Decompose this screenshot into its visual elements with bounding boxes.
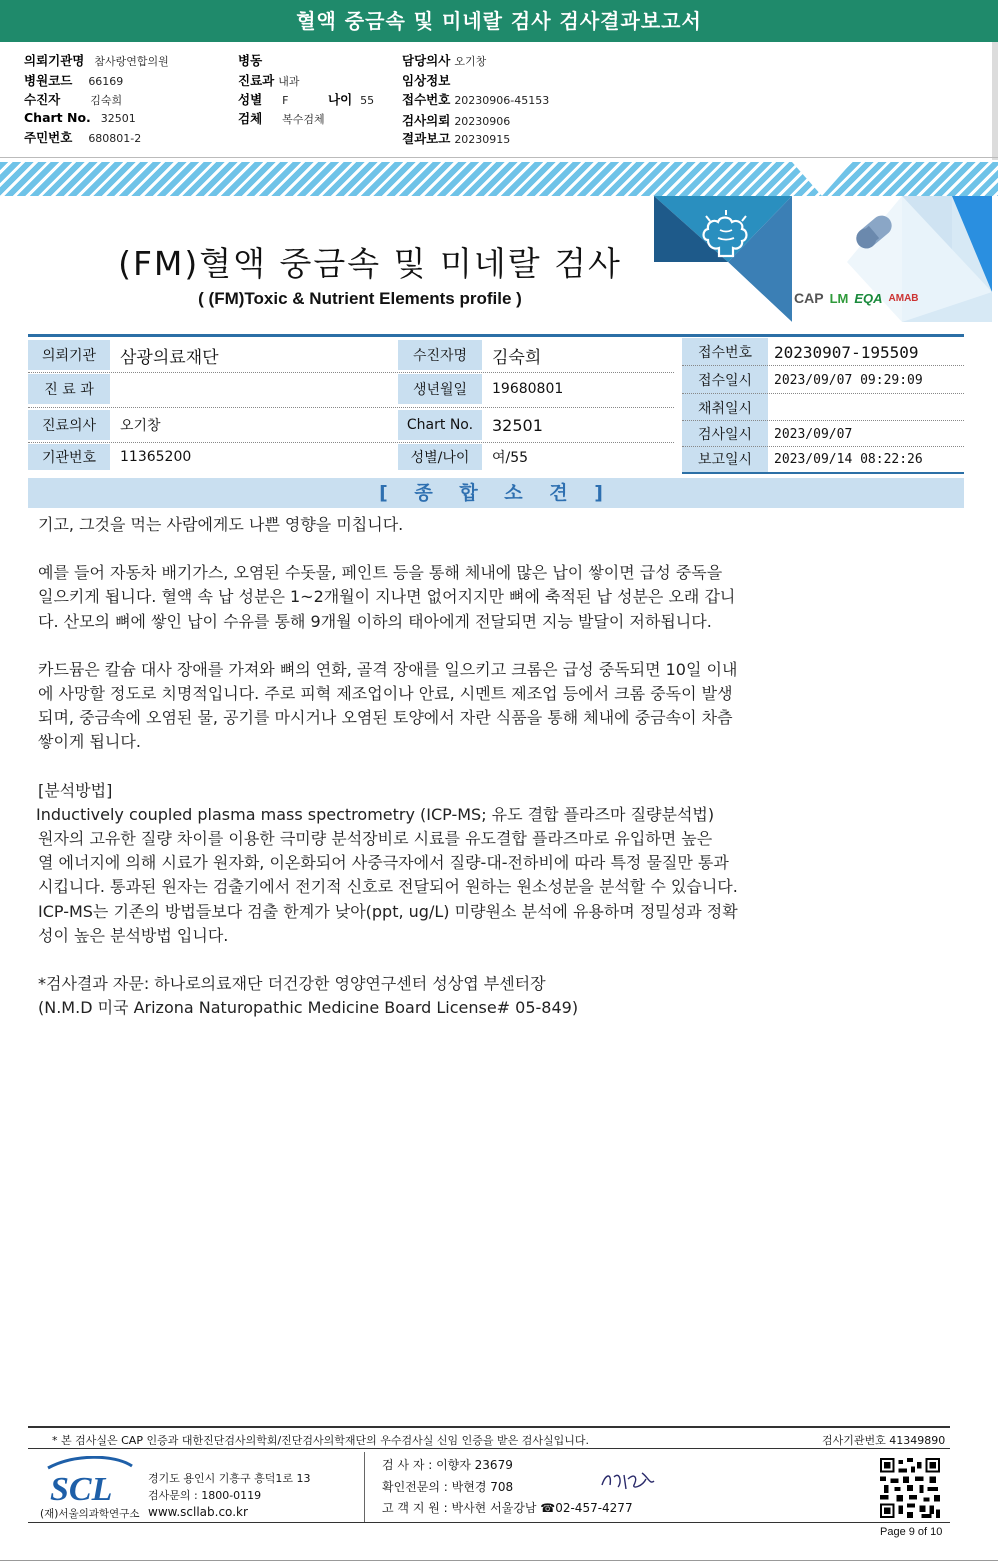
- value-physician: 오기창: [120, 418, 161, 434]
- footer-top-line: [28, 1426, 950, 1428]
- footer-customer-support: 고 객 지 원 : 박사현 서울강남 ☎02-457-4277: [382, 1501, 633, 1515]
- row-separator: [682, 365, 964, 366]
- value-requesting-institution: 삼광의료재단: [120, 347, 219, 368]
- scl-logo: [44, 1456, 134, 1506]
- footer-bottom-line: [28, 1522, 950, 1523]
- lm-logo: LM: [829, 290, 849, 306]
- header-shadow: [992, 42, 998, 160]
- value-test-date: 2023/09/07: [774, 426, 853, 442]
- report-title-bar: [0, 0, 998, 42]
- header-label: 임상정보: [402, 73, 451, 88]
- footer-vertical-divider: [364, 1452, 365, 1522]
- label-patient-name: 수진자명: [398, 340, 482, 370]
- header-label: 검체: [238, 111, 263, 126]
- row-separator: [682, 446, 964, 447]
- header-label: 담당의사: [402, 53, 451, 68]
- value-department: [112, 374, 396, 404]
- header-label: 결과보고: [402, 131, 451, 146]
- footer-address: 경기도 용인시 기흥구 흥덕1로 13: [148, 1472, 311, 1485]
- header-label: 병원코드: [24, 73, 73, 88]
- table-top-line: [28, 334, 964, 337]
- row-separator: [28, 372, 674, 373]
- header-label: 성별: [238, 92, 263, 107]
- text-line: ICP-MS는 기존의 방법들보다 검출 한계가 낮아(ppt, ug/L) 미량원소 분석에 유용하며 정밀성과 정확: [38, 901, 738, 921]
- label-test-date: 검사일시: [682, 420, 768, 448]
- text-line: 시킵니다. 통과된 원자는 검출기에서 전기적 신호로 전달되어 원하는 원소성분을 분석할 수 있습니다.: [38, 877, 738, 897]
- row-separator: [682, 420, 964, 421]
- label-report-time: 보고일시: [682, 446, 768, 472]
- value-receipt-time: 2023/09/07 09:29:09: [774, 372, 923, 388]
- signature-image: [598, 1467, 658, 1495]
- header-value: 32501: [100, 112, 136, 125]
- label-physician: 진료의사: [28, 410, 110, 440]
- row-separator: [682, 393, 964, 394]
- certification-logos: [794, 284, 966, 312]
- header-value: 20230915: [454, 133, 511, 146]
- footer-tester: 검 사 자 : 이향자 23679: [382, 1458, 513, 1472]
- header-value: 오기창: [454, 55, 487, 68]
- label-requesting-institution: 의뢰기관: [28, 340, 110, 370]
- opinion-body: [38, 513, 883, 1020]
- qr-code-image: [880, 1458, 940, 1518]
- label-receipt-time: 접수일시: [682, 366, 768, 394]
- text-line: 되며, 중금속에 오염된 물, 공기를 마시거나 오염된 토양에서 자란 식품을 통해 체내에 중금속이 차츰: [38, 708, 733, 728]
- header-label: Chart No.: [24, 110, 91, 125]
- capsule-icon: [848, 206, 900, 258]
- text-line: *검사결과 자문: 하나로의료재단 더건강한 영양연구센터 성상엽 부센터장: [38, 974, 546, 994]
- header-value: 55: [360, 94, 375, 107]
- page-number: Page 9 of 10: [880, 1526, 943, 1538]
- text-line: 카드뮴은 칼슘 대사 장애를 가져와 뼈의 연화, 골격 장애를 일으키고 크롬은 급성 중독되면 10일 이내: [38, 659, 738, 679]
- text-line: Inductively coupled plasma mass spectrometry (ICP-MS; 유도 결합 플라즈마 질량분석법): [36, 804, 715, 824]
- page-bottom-edge: [0, 1560, 998, 1561]
- scl-logo-text: SCL: [50, 1471, 113, 1506]
- label-collection-time: 채취일시: [682, 394, 768, 422]
- header-label: 수진자: [24, 92, 61, 107]
- header-value: 복수검체: [282, 113, 325, 126]
- text-line: 열 에너지에 의해 시료가 원자화, 이온화되어 사중극자에서 질량-대-전하비에 따라 특정 물질만 통과: [38, 853, 729, 873]
- header-value: 20230906: [454, 115, 511, 128]
- footer-certification-note: * 본 검사실은 CAP 인증과 대한진단검사의학회/진단검사의학재단의 우수검사실 신임 인증을 받은 검사실입니다.: [52, 1434, 590, 1447]
- footer-institution-no: 검사기관번호 41349890: [822, 1434, 946, 1447]
- footer-specialist: 확인전문의 : 박현경 708: [382, 1480, 514, 1494]
- value-patient-name: 김숙희: [492, 347, 542, 368]
- label-sex-age: 성별/나이: [398, 444, 482, 470]
- header-value: 참사랑연합의원: [94, 55, 169, 68]
- text-line: (N.M.D 미국 Arizona Naturopathic Medicine Board License# 05-849): [38, 998, 579, 1018]
- brain-icon: [698, 210, 754, 262]
- opinion-header: [ 종 합 소 견 ]: [28, 478, 964, 508]
- text-line: 쌓이게 됩니다.: [38, 732, 141, 752]
- header-info: [0, 42, 998, 158]
- value-collection-time: [766, 394, 964, 422]
- footer-website[interactable]: www.scllab.co.kr: [148, 1505, 248, 1519]
- header-label: 나이: [328, 92, 353, 107]
- header-label: 검사의뢰: [402, 113, 451, 128]
- header-value: 66169: [88, 75, 124, 88]
- table-bottom-line: [682, 472, 964, 474]
- header-label: 접수번호: [402, 92, 451, 107]
- value-receipt-no: 20230907-195509: [774, 342, 919, 362]
- text-line: 성이 높은 분석방법 입니다.: [38, 925, 229, 945]
- amab-logo: AMAB: [888, 292, 919, 304]
- header-divider: [0, 157, 998, 158]
- header-label: 병동: [238, 53, 263, 68]
- header-label: 주민번호: [24, 130, 73, 145]
- report-title: 혈액 중금속 및 미네랄 검사 검사결과보고서: [296, 9, 702, 33]
- label-birthdate: 생년월일: [398, 374, 482, 404]
- value-sex-age: 여/55: [492, 450, 529, 466]
- text-line: 다. 산모의 뼈에 쌓인 납이 수유를 통해 9개월 이하의 태아에게 전달되면 지능 발달이 저하됩니다.: [38, 611, 712, 631]
- patient-info-table: [28, 334, 964, 474]
- header-label: 진료과: [238, 73, 275, 88]
- value-chart-no: 32501: [492, 415, 543, 435]
- text-line: 일으키게 됩니다. 혈액 속 납 성분은 1~2개월이 지나면 없어지지만 뼈에 축적된 납 성분은 오래 갑니: [38, 587, 736, 607]
- footer-inquiry: 검사문의 : 1800-0119: [148, 1489, 262, 1502]
- text-line: 예를 들어 자동차 배기가스, 오염된 수돗물, 페인트 등을 통해 체내에 많은 납이 쌓이면 급성 중독을: [38, 563, 723, 583]
- cap-logo: CAP: [794, 290, 824, 306]
- header-value: F: [282, 94, 289, 107]
- header-label: 의뢰기관명: [24, 53, 85, 68]
- text-line: 에 사망할 정도로 치명적입니다. 주로 피혁 제조업이나 안료, 시멘트 제조업 등에서 크롬 중독이 발생: [38, 684, 733, 704]
- value-institution-no: 11365200: [120, 449, 192, 465]
- value-birthdate: 19680801: [492, 381, 564, 397]
- label-department: 진 료 과: [28, 374, 110, 404]
- row-separator: [28, 442, 674, 443]
- label-receipt-no: 접수번호: [682, 338, 768, 366]
- text-line: [분석방법]: [38, 780, 113, 800]
- value-report-time: 2023/09/14 08:22:26: [774, 451, 923, 467]
- header-value: 680801-2: [88, 132, 142, 145]
- text-line: 기고, 그것을 먹는 사람에게도 나쁜 영향을 미칩니다.: [38, 515, 404, 534]
- eqa-logo: EQA: [854, 290, 883, 306]
- row-separator: [28, 407, 674, 408]
- text-line: 원자의 고유한 질량 차이를 이용한 극미량 분석장비로 시료를 유도결합 플라즈마로 유입하면 높은: [38, 829, 713, 849]
- banner-subtitle: ( (FM)Toxic & Nutrient Elements profile ): [198, 289, 522, 308]
- footer-org-name: (재)서울의과학연구소: [40, 1508, 140, 1520]
- label-institution-no: 기관번호: [28, 444, 110, 470]
- header-value: 20230906-45153: [454, 94, 550, 107]
- header-value: 김숙희: [90, 94, 123, 107]
- label-chart-no: Chart No.: [398, 410, 482, 440]
- footer-divider: [28, 1448, 950, 1449]
- banner-title: (FM)혈액 중금속 및 미네랄 검사: [118, 244, 622, 283]
- header-value: 내과: [278, 75, 300, 88]
